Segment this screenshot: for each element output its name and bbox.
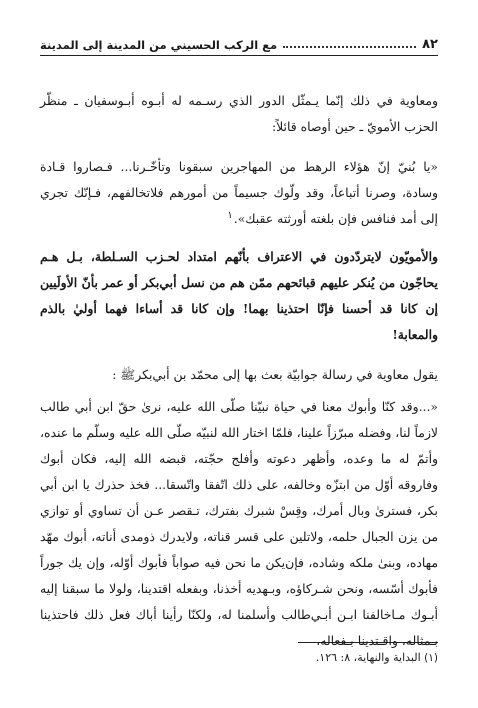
paragraph-4-text: يقول معاوية في رسالة جوابيّة بعث بها إلى محمّد بن أبي‌بكرﷺ : xyxy=(112,367,438,382)
footnote-divider xyxy=(298,642,438,643)
footnote xyxy=(40,650,438,666)
running-title: مع الركب الحسيني من المدينة إلى المدينة xyxy=(40,38,278,52)
page-number: ٨٢ xyxy=(422,37,438,52)
paragraph-5-quote xyxy=(40,394,438,654)
header-dot-leader xyxy=(283,46,416,48)
paragraph-2-quote xyxy=(40,154,438,232)
paragraph-1 xyxy=(40,88,438,140)
paragraph-3 xyxy=(40,244,438,348)
paragraph-2-text: «يا بُنيّ إنّ هؤلاء الرهط من المهاجرين سبقونا وتأخّـرنا... فـصاروا قـادة وسادة، وصرنا أتباعاً، وقد ولّوك جسيماً من أمورهم فلاتخالفهم، فـإنّك تجري إلى أمد فنافس فإن بلغته أورثته عقبك». xyxy=(40,159,438,226)
paragraph-3-text: والأمويّون لايتردّدون في الاعتراف بأنّهم امتداد لحـزب السـلطة، بـل هـم يحاجّون من يُنكر عليهم قبائحهم ممّن هم من نسل أبي‌بكر أو عمر بأنّ الأولَيين إن كانا قد أحسنا فإنّا احتذينا بهما! وإن كانا قد أساءا فهما أوليٰ بالذم والمعابة! xyxy=(40,249,438,342)
footnote-text: البداية والنهاية، ٨: ١٢٦. xyxy=(315,651,421,664)
body-text xyxy=(40,88,438,666)
paragraph-4 xyxy=(40,362,438,388)
paragraph-5-text: «...وقد كنّا وأبوك معنا في حياة نبيّنا صلّى الله عليه، نرىٰ حقّ ابن أبي طالب لازماً لنا، وفضله مبرّزاً علينا، فلمّا اختار الله لنبيّه صلّى الله عليه وسلّم ما عنده، وأتمّ له ما وعده، وأظهر دعوته وأفلج حجّته، قبضه الله إليه، فكان أبوك وفاروقه أوّل من ابتزّه وخالفه، على ذلك اتّفقا واتّسقا... فخذ حذرك يا ابن أبي بكر، فسترىٰ وبال أمرك، وقِسْ شبرك بفترك، تـقصر عـن أن تساوي أو توازي من يزن الجبال حلمه، ولاتلين على قسر قناته، ولايدرك ذومدى أناته، أبوك مهّد مهاده، وبنىٰ ملكه وشاده، فإن‌يكن ما نحن فيه صواباً فأبوك أوّله، وإن يك جوراً فأبوك أسّسه، ونحن شـركاؤه، وبـهديه أخذنا، وبفعله اقتدينا، ولولا ما سبقنا إليه أبـوك مـاخالفنا ابـن أبـي‌طالب وأسلمنا له، ولكنّا رأينا أباك فعل ذلك فاحتذينا بـمثاله، واقـتدينا بـفعاله، xyxy=(40,399,438,648)
running-header xyxy=(40,30,438,56)
paragraph-1-text: ومعاوية في ذلك إنّما يـمثّل الدور الذي رسـمه له أبـوه أبـوسفيان ـ منظّر الحزب الأمويّ ـ حين أوصاه قائلاً: xyxy=(40,93,438,134)
footnote-reference[interactable]: ١ xyxy=(227,209,233,221)
footnote-number: (١) xyxy=(424,652,438,664)
